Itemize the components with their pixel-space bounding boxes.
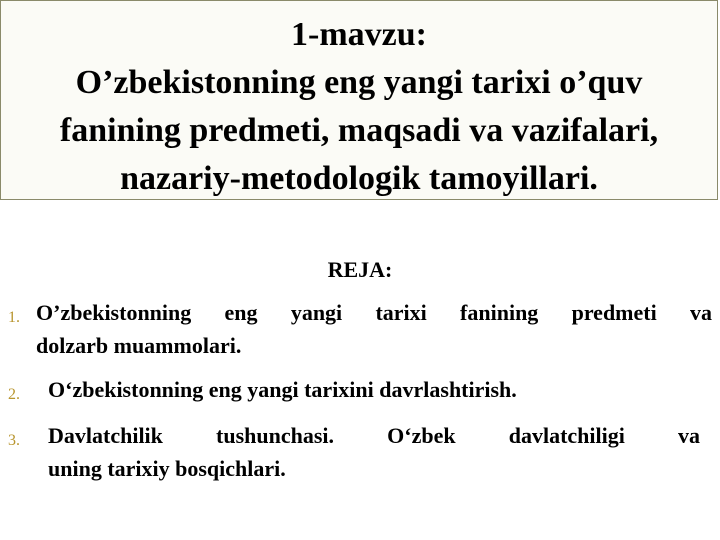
title-line-3: fanining predmeti, maqsadi va vazifalari, bbox=[59, 112, 659, 149]
title-line-4: nazariy-metodologik tamoyillari. bbox=[120, 160, 598, 197]
plan-item-text bbox=[48, 373, 712, 406]
plan-heading: REJA: bbox=[327, 257, 393, 282]
plan-item-line: uning tarixiy bosqichlari. bbox=[48, 456, 286, 481]
title-line-2: O’zbekistonning eng yangi tarixi o’quv bbox=[75, 64, 643, 101]
plan-item-text bbox=[36, 296, 712, 362]
plan-item-line: dolzarb muammolari. bbox=[36, 333, 242, 358]
plan-item-text bbox=[48, 419, 700, 485]
plan-item-number: 2. bbox=[8, 386, 20, 403]
plan-item-line: O‘zbekistonning eng yangi tarixini davrlashtirish. bbox=[48, 377, 517, 402]
title-line-1: 1-mavzu: bbox=[291, 16, 427, 53]
plan-item-number: 1. bbox=[8, 309, 20, 326]
title-box bbox=[0, 0, 718, 200]
plan-item-number: 3. bbox=[8, 432, 20, 449]
plan-item-line: Davlatchilik tushunchasi. O‘zbek davlatchiligi va bbox=[48, 423, 700, 448]
plan-item-line: O’zbekistonning eng yangi tarixi fanining predmeti va bbox=[36, 300, 712, 325]
